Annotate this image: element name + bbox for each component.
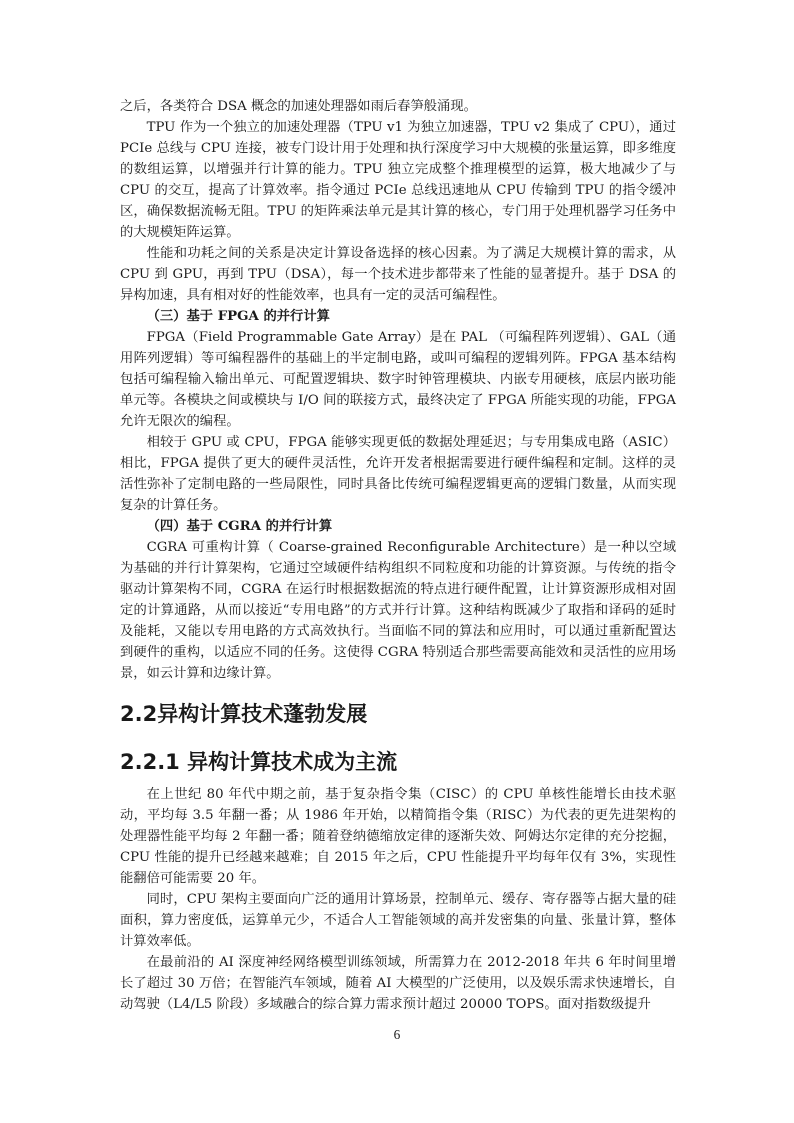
section-heading-2-2: 2.2异构计算技术蓬勃发展 <box>120 702 368 726</box>
paragraph-performance: 性能和功耗之间的关系是决定计算设备选择的核心因素。为了满足大规模计算的需求，从 CPU 到 GPU，再到 TPU（DSA），每一个技术进步都带来了性能的显著提升。基于 DSA 的异构加速，具有相对好的性能效率，也具有一定的灵活可编程性。 <box>120 246 676 303</box>
paragraph-continuation: 之后，各类符合 DSA 概念的加速处理器如雨后春笋般涌现。 <box>120 99 477 114</box>
page-number: 6 <box>393 1027 401 1042</box>
paragraph-cpu-architecture: 同时，CPU 架构主要面向广泛的通用计算场景，控制单元、缓存、寄存器等占据大量的硅面积，算力密度低，运算单元少，不适合人工智能领域的高并发密集的向量、张量计算，整体计算效率低。 <box>120 892 676 949</box>
paragraph-cpu-history: 在上世纪 80 年代中期之前，基于复杂指令集（CISC）的 CPU 单核性能增长由技术驱动，平均每 3.5 年翻一番；从 1986 年开始，以精简指令集（RISC）为代表的更先进架构的处理器性能平均每 2 年翻一番；随着登纳德缩放定律的逐渐失效、阿姆达尔定律的充分挖掘，CPU 性能的提升已经越来越难；自 2015 年之后，CPU 性能提升平均每年仅有 3%，实现性能翻倍可能需要 20 年。 <box>120 787 676 886</box>
heading-fpga: （三）基于 FPGA 的并行计算 <box>146 309 330 324</box>
paragraph-fpga-comparison: 相较于 GPU 或 CPU，FPGA 能够实现更低的数据处理延迟；与专用集成电路（ASIC）相比，FPGA 提供了更大的硬件灵活性，允许开发者根据需要进行硬件编程和定制。这样的灵活性弥补了定制电路的一些局限性，同时具备比传统可编程逻辑更高的逻辑门数量，从而实现复杂的计算任务。 <box>120 435 676 513</box>
paragraph-fpga-definition: FPGA（Field Programmable Gate Array）是在 PAL （可编程阵列逻辑）、GAL（通用阵列逻辑）等可编程器件的基础上的半定制电路，或叫可编程的逻辑列阵。FPGA 基本结构包括可编程输入输出单元、可配置逻辑块、数字时钟管理模块、内嵌专用硬核，底层内嵌功能单元等。各模块之间或模块与 I/O 间的联接方式，最终决定了 FPGA 所能实现的功能，FPGA 允许无限次的编程。 <box>120 330 676 429</box>
page-body <box>120 96 676 1015</box>
paragraph-tpu: TPU 作为一个独立的加速处理器（TPU v1 为独立加速器，TPU v2 集成了 CPU），通过 PCIe 总线与 CPU 连接，被专门设计用于处理和执行深度学习中大规模的张量运算，即多维度的数组运算，以增强并行计算的能力。TPU 独立完成整个推理模型的运算，极大地减少了与 CPU 的交互，提高了计算效率。指令通过 PCIe 总线迅速地从 CPU 传输到 TPU 的指令缓冲区，确保数据流畅无阻。TPU 的矩阵乘法单元是其计算的核心，专门用于处理机器学习任务中的大规模矩阵运算。 <box>120 120 676 240</box>
heading-cgra: （四）基于 CGRA 的并行计算 <box>146 519 333 534</box>
paragraph-ai-compute: 在最前沿的 AI 深度神经网络模型训练领域，所需算力在 2012-2018 年共 6 年时间里增长了超过 30 万倍；在智能汽车领域，随着 AI 大模型的广泛使用，以及娱乐需求快速增长，自动驾驶（L4/L5 阶段）多域融合的综合算力需求预计超过 20000 TOPS。面对指数级提升 <box>120 955 676 1012</box>
section-heading-2-2-1: 2.2.1 异构计算技术成为主流 <box>120 750 398 774</box>
paragraph-cgra: CGRA 可重构计算（ Coarse-grained Reconfigurable Architecture）是一种以空域为基础的并行计算架构，它通过空域硬件结构组织不同粒度和功能的计算资源。与传统的指令驱动计算架构不同，CGRA 在运行时根据数据流的特点进行硬件配置，让计算资源形成相对固定的计算通路，从而以接近“专用电路”的方式并行计算。这种结构既减少了取指和译码的延时及能耗，又能以专用电路的方式高效执行。当面临不同的算法和应用时，可以通过重新配置达到硬件的重构，以适应不同的任务。这使得 CGRA 特别适合那些需要高能效和灵活性的应用场景，如云计算和边缘计算。 <box>120 540 676 681</box>
